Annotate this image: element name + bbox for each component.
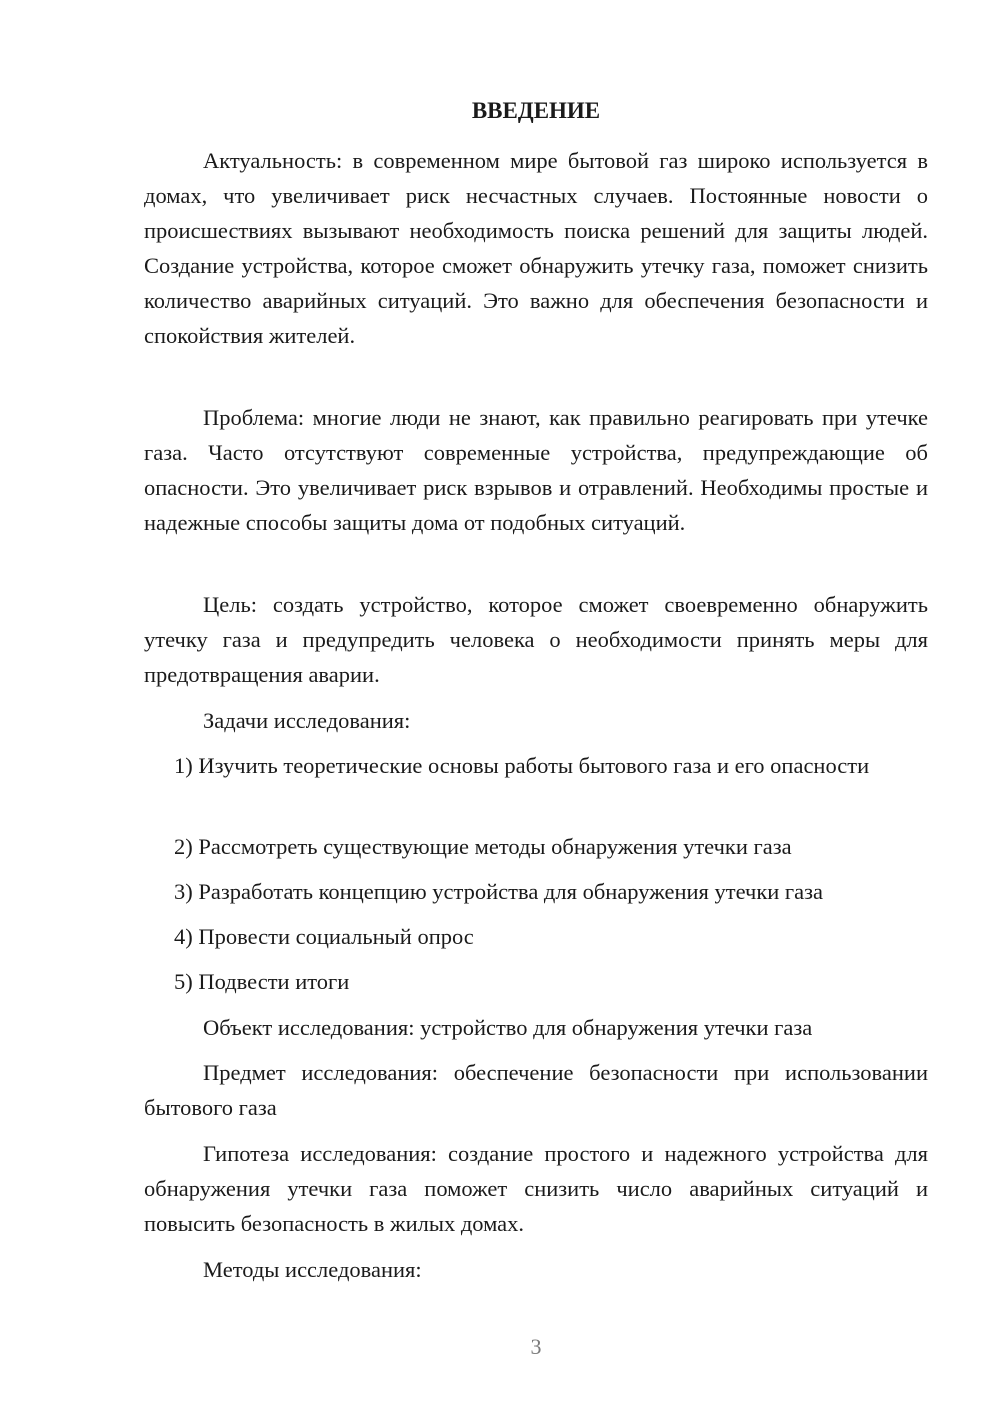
methods-title: Методы исследования:: [203, 1257, 422, 1282]
subject-paragraph: Предмет исследования: обеспечение безопасности при использовании бытового газа: [144, 1060, 928, 1120]
goal-paragraph: Цель: создать устройство, которое сможет своевременно обнаружить утечку газа и предупредить человека о необходимости принять меры для предотвращения аварии.: [144, 592, 928, 687]
hypothesis-paragraph: Гипотеза исследования: создание простого и надежного устройства для обнаружения утечки газа поможет снизить число аварийных ситуаций и повысить безопасность в жилых домах.: [144, 1141, 928, 1236]
page-number: 3: [530, 1334, 542, 1359]
task-item-2: 2) Рассмотреть существующие методы обнаружения утечки газа: [174, 834, 792, 859]
problem-paragraph: Проблема: многие люди не знают, как правильно реагировать при утечке газа. Часто отсутствуют современные устройства, предупреждающие об опасности. Это увеличивает риск взрывов и отравлений. Необходимы простые и надежные способы защиты дома от подобных ситуаций.: [144, 405, 928, 535]
object-paragraph: Объект исследования: устройство для обнаружения утечки газа: [203, 1015, 813, 1040]
task-item-3: 3) Разработать концепцию устройства для обнаружения утечки газа: [174, 879, 824, 904]
task-item-1: 1) Изучить теоретические основы работы бытового газа и его опасности: [174, 753, 870, 778]
task-item-4: 4) Провести социальный опрос: [174, 924, 474, 949]
task-item-5: 5) Подвести итоги: [174, 969, 350, 994]
tasks-title: Задачи исследования:: [203, 708, 411, 733]
relevance-paragraph: Актуальность: в современном мире бытовой газ широко используется в домах, что увеличивает риск несчастных случаев. Постоянные новости о происшествиях вызывают необходимость поиска решений для защиты людей. Создание устройства, которое сможет обнаружить утечку газа, поможет снизить количество аварийных ситуаций. Это важно для обеспечения безопасности и спокойствия жителей.: [144, 148, 928, 348]
section-heading: ВВЕДЕНИЕ: [471, 98, 601, 123]
